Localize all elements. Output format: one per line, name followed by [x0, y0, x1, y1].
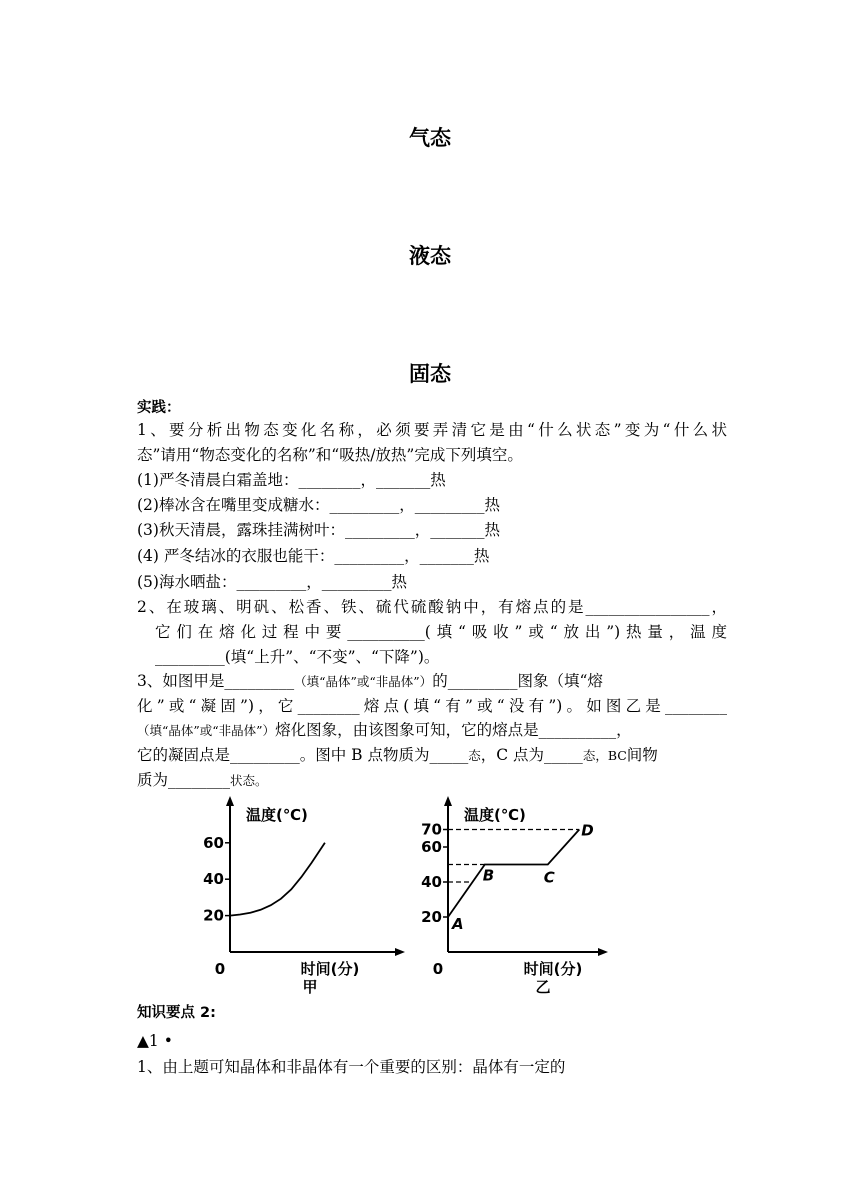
q3-l4e: 间物	[626, 746, 658, 764]
q1-item-1: (1)严冬清晨白霜盖地：________，_______热	[137, 471, 446, 489]
last-line: 1、由上题可知晶体和非晶体有一个重要的区别：晶体有一定的	[137, 1058, 566, 1076]
q2-line3: _________(填“上升”、“不变”、“下降”)。	[155, 648, 440, 666]
q3-l5b: 状态。	[230, 773, 268, 788]
q1-line2: 态”请用“物态变化的名称”和“吸热/放热”完成下列填空。	[137, 446, 523, 464]
point-label-d: D	[581, 821, 594, 840]
q3-line5	[137, 768, 727, 793]
heading-gas: 气态	[409, 126, 451, 150]
practice-label: 实践：	[137, 400, 181, 416]
y-tick-label: 60	[421, 838, 442, 856]
y-tick-label: 40	[421, 873, 442, 891]
q1-line1: 1、要分析出物态变化名称，必须要弄清它是由“什么状态”变为“什么状	[137, 421, 727, 439]
q3-line3	[137, 718, 727, 743]
y-tick-label: 40	[203, 870, 224, 889]
y-tick-label: 20	[421, 908, 442, 926]
series-line	[448, 830, 579, 918]
q3-line1	[137, 669, 727, 694]
heading-liquid: 液态	[409, 244, 451, 268]
q1-item-3: (3)秋天清晨，露珠挂满树叶：_________，_______热	[137, 521, 500, 539]
q3-l1a: 3、如图甲是_________	[137, 672, 295, 690]
origin-label: 0	[432, 960, 444, 978]
q2-line2: 它们在熔化过程中要__________(填“吸收”或“放出”)热量，温度	[155, 623, 727, 641]
y-tick-label: 20	[203, 906, 224, 925]
q1-item-5: (5)海水晒盐：_________，_________热	[137, 573, 407, 591]
chart-title: 甲	[302, 978, 318, 996]
chart-title: 乙	[535, 978, 551, 996]
y-axis-label: 温度(℃)	[246, 806, 308, 824]
q3-l5a: 质为________	[137, 771, 231, 789]
q3-l4d: 态，BC	[582, 748, 627, 763]
q3-l4a: 它的凝固点是_________。图中 B 点物质为_____	[137, 746, 469, 764]
bullet-line: ▲1 •	[137, 1032, 173, 1050]
y-axis-arrow-icon	[226, 796, 234, 806]
q1-item-2: (2)棒冰含在嘴里变成糖水：_________，_________热	[137, 496, 500, 514]
q3-line2: 化”或“凝固”)，它________熔点(填“有”或“没有”)。如图乙是________	[137, 697, 727, 715]
knowledge-label: 知识要点 2:	[137, 1005, 216, 1021]
origin-label: 0	[214, 960, 226, 978]
chart-yi	[408, 792, 618, 1002]
heading-solid: 固态	[409, 362, 451, 386]
point-label-c: C	[543, 868, 555, 887]
q1-item-4: (4) 严冬结冰的衣服也能干：_________，_______热	[137, 547, 490, 565]
q3-l4c: ，C 点为_____	[480, 746, 583, 764]
series-line	[230, 843, 325, 916]
q2-line1: 2、在玻璃、明矾、松香、铁、硫代硫酸钠中，有熔点的是________________，	[137, 598, 727, 616]
x-axis-label: 时间(分)	[300, 960, 360, 978]
q3-l1c: 的_________图象（填“熔	[432, 672, 603, 690]
q3-l3b: 熔化图象，由该图象可知，它的熔点是__________，	[275, 721, 632, 739]
q3-line4	[137, 743, 727, 768]
y-axis-label: 温度(℃)	[464, 806, 526, 824]
point-label-b: B	[482, 866, 495, 885]
x-axis-arrow-icon	[395, 948, 405, 956]
x-axis-arrow-icon	[598, 948, 608, 956]
q3-l1b: （填“晶体”或“非晶体”）	[294, 674, 433, 689]
q3-l3a: （填“晶体”或“非晶体”）	[137, 723, 276, 738]
y-tick-label: 60	[203, 833, 224, 852]
point-label-a: A	[452, 915, 464, 933]
chart-jia	[190, 792, 440, 1002]
y-axis-arrow-icon	[444, 796, 452, 806]
x-axis-label: 时间(分)	[523, 960, 583, 978]
y-tick-label: 70	[421, 820, 442, 839]
q3-l4b: 态	[468, 748, 481, 763]
